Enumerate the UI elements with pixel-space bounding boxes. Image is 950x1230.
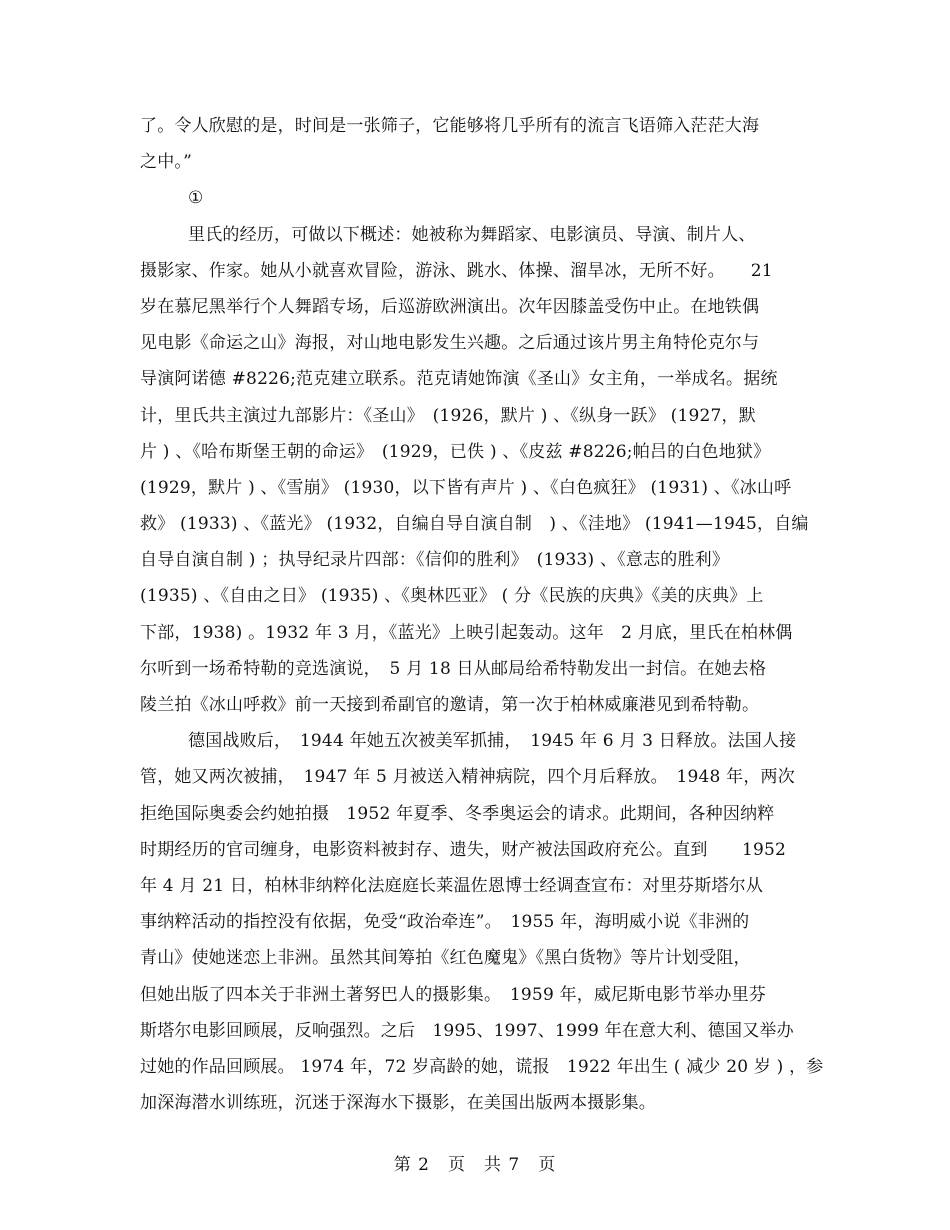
text-line: 自导自演自制 ) ；执导纪录片四部：《信仰的胜利》 (1933) 、《意志的胜利》 — [140, 550, 730, 571]
text-line: 青山》使她迷恋上非洲。虽然其间筹拍《红色魔鬼》《黑白货物》等片计划受阻， — [140, 948, 751, 969]
text-line: 计，里氏共主演过九部影片：《圣山》 (1926，默片 ) 、《纵身一跃》 (1927，默 — [140, 405, 756, 426]
body-text — [140, 108, 824, 1121]
text-line: 里氏的经历，可做以下概述：她被称为舞蹈家、电影演员、导演、制片人、 — [188, 224, 756, 245]
text-line: 见电影《命运之山》海报，对山地电影发生兴趣。之后通过该片男主角特伦克尔与 — [140, 333, 760, 354]
text-line: 加深海潜水训练班，沉迷于深海水下摄影，在美国出版两本摄影集。 — [140, 1093, 656, 1114]
text-line: 导演阿诺德 #8226;范克建立联系。范克请她饰演《圣山》女主角，一举成名。据统 — [140, 369, 778, 390]
text-line: 管，她又两次被捕， 1947 年 5 月被送入精神病院，四个月后释放。 1948 年，两次 — [140, 767, 795, 788]
text-line: 陵兰拍《冰山呼救》前一天接到希副官的邀请，第一次于柏林威廉港见到希特勒。 — [140, 695, 760, 715]
text-line: 之中。” — [140, 152, 192, 173]
text-line: 德国战败后， 1944 年她五次被美军抓捕， 1945 年 6 月 3 日释放。法国人接 — [188, 731, 797, 752]
text-line: 时期经历的官司缠身，电影资料被封存、遗失，财产被法国政府充公。直到 1952 — [140, 839, 787, 860]
text-line: 年 4 月 21 日，柏林非纳粹化法庭庭长莱温佐恩博士经调查宣布：对里芬斯塔尔从 — [140, 875, 764, 896]
text-line: 过她的作品回顾展。 1974 年，72 岁高龄的她，谎报 1922 年出生 ( 减少 20 岁 ) ，参 — [140, 1056, 824, 1077]
text-line: 事纳粹活动的指控没有依据，免受“政治牵连”。 1955 年，海明威小说《非洲的 — [140, 912, 750, 933]
text-line: ① — [188, 188, 204, 209]
text-line: 尔听到一场希特勒的竞选演说， 5 月 18 日从邮局给希特勒发出一封信。在她去格 — [140, 658, 767, 679]
text-line: 了。令人欣慰的是，时间是一张筛子，它能够将几乎所有的流言飞语筛入茫茫大海 — [140, 116, 760, 136]
text-line: (1929，默片 ) 、《雪崩》 (1930，以下皆有声片 ) 、《白色疯狂》 (1931) 、《冰山呼 — [140, 477, 792, 498]
text-line: 岁在慕尼黑举行个人舞蹈专场，后巡游欧洲演出。次年因膝盖受伤中止。在地铁偶 — [140, 296, 760, 317]
text-line: 摄影家、作家。她从小就喜欢冒险，游泳、跳水、体操、溜旱冰，无所不好。 21 — [140, 260, 773, 281]
text-line: 救》 (1933) 、《蓝光》 (1932，自编自导自演自制 ) 、《洼地》 (1941—1945，自编 — [140, 514, 809, 535]
text-line: 但她出版了四本关于非洲土著努巴人的摄影集。 1959 年，威尼斯电影节举办里芬 — [140, 984, 766, 1005]
text-line: 斯塔尔电影回顾展，反响强烈。之后 1995、1997、1999 年在意大利、德国又举办 — [140, 1020, 794, 1041]
text-line: 片 ) 、《哈布斯堡王朝的命运》 (1929，已佚 ) 、《皮兹 #8226;帕吕的白色地狱》 — [140, 441, 771, 462]
page-footer: 第 2 页 共 7 页 — [393, 1155, 557, 1175]
text-line: (1935) 、《自由之日》 (1935) 、《奥林匹亚》 ( 分《民族的庆典》《美的庆典》上 — [140, 586, 764, 607]
text-line: 下部，1938) 。1932 年 3 月，《蓝光》上映引起轰动。这年 2 月底，里氏在柏林偶 — [140, 622, 793, 643]
text-line: 拒绝国际奥委会约她拍摄 1952 年夏季、冬季奥运会的请求。此期间，各种因纳粹 — [140, 803, 775, 824]
